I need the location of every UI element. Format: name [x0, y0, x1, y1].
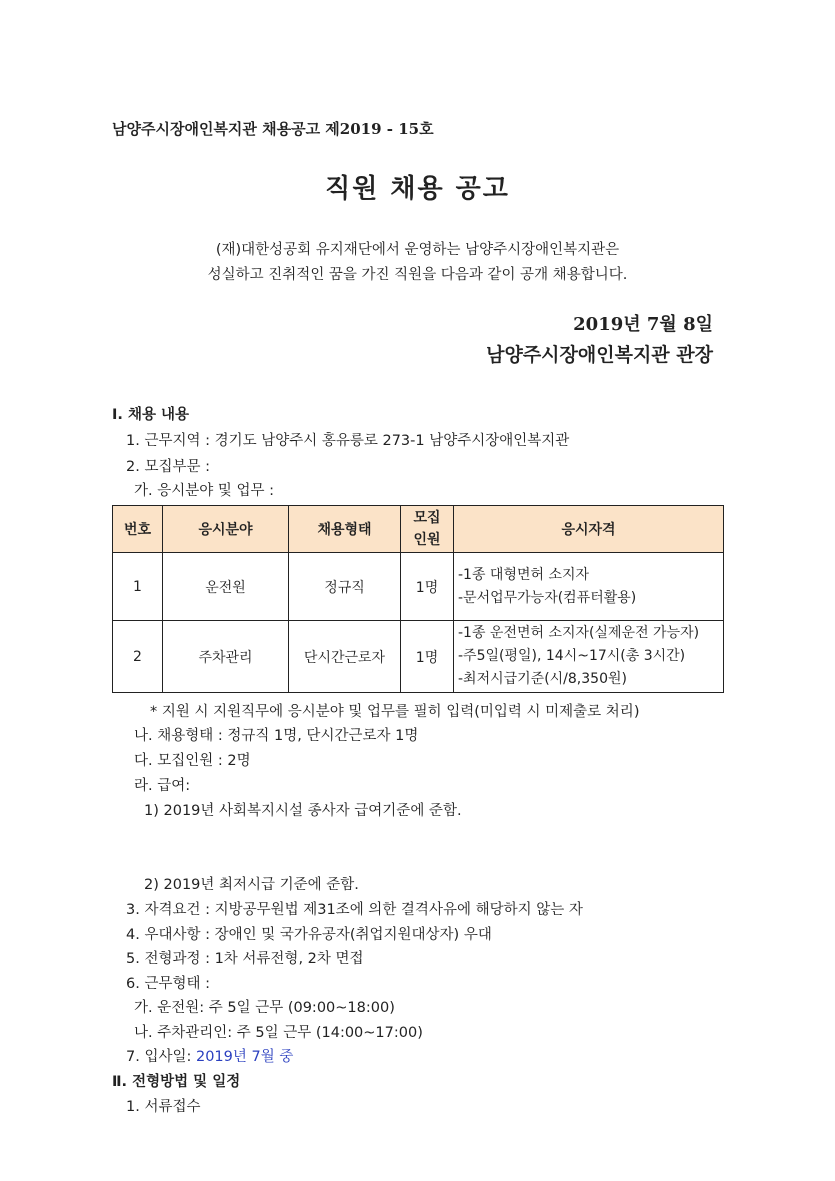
header-headcount-line1: 모집 — [413, 510, 441, 526]
notice-date: 2019년 7월 8일 — [573, 314, 713, 335]
page-title: 직원 채용 공고 — [325, 174, 510, 204]
section-1-heading: Ⅰ. 채용 내용 — [112, 407, 190, 423]
row-qualification — [454, 553, 724, 621]
qualification-line: -주5일(평일), 14시~17시(총 3시간) — [458, 648, 686, 664]
field-and-duty-label: 가. 응시분야 및 업무 : — [134, 483, 274, 499]
start-date — [126, 1045, 293, 1066]
table-header-row — [113, 506, 724, 553]
qualification-line: -1종 대형면허 소지자 — [458, 566, 590, 583]
qualification-line: -최저시급기준(시/8,350원) — [458, 671, 627, 687]
eligibility: 3. 자격요건 : 지방공무원법 제31조에 의한 결격사유에 해당하지 않는 자 — [126, 902, 583, 918]
headcount-summary: 다. 모집인원 : 2명 — [134, 753, 251, 769]
issuer: 남양주시장애인복지관 관장 — [486, 344, 713, 366]
work-type-driver: 가. 운전원: 주 5일 근무 (09:00~18:00) — [134, 1000, 395, 1016]
table-row — [113, 621, 724, 693]
qualification-line: -문서업무가능자(컴퓨터활용) — [458, 589, 637, 606]
header-field: 응시분야 — [163, 506, 289, 553]
header-qualification: 응시자격 — [454, 506, 724, 553]
intro-line-2: 성실하고 진취적인 꿈을 가진 직원을 다음과 같이 공개 채용합니다. — [207, 267, 628, 283]
row-qualification — [454, 621, 724, 693]
recruitment-table — [112, 505, 724, 693]
recruit-division: 2. 모집부문 : — [126, 459, 210, 475]
header-employment-type: 채용형태 — [289, 506, 401, 553]
row-headcount: 1명 — [401, 553, 454, 621]
row-employment-type: 단시간근로자 — [289, 621, 401, 693]
preference: 4. 우대사항 : 장애인 및 국가유공자(취업지원대상자) 우대 — [126, 927, 492, 943]
qualification-line: -1종 운전면허 소지자(실제운전 가능자) — [458, 625, 700, 641]
row-field: 주차관리 — [163, 621, 289, 693]
application-note: * 지원 시 지원직무에 응시분야 및 업무를 필히 입력(미입력 시 미제출로 처리) — [150, 704, 640, 720]
row-headcount: 1명 — [401, 621, 454, 693]
work-type-parking: 나. 주차관리인: 주 5일 근무 (14:00~17:00) — [134, 1025, 423, 1041]
start-date-value: 2019년 7월 중 — [195, 1049, 294, 1065]
employment-type-summary: 나. 채용형태 : 정규직 1명, 단시간근로자 1명 — [134, 728, 419, 744]
selection-process: 5. 전형과정 : 1차 서류전형, 2차 면접 — [126, 951, 364, 967]
document-submission: 1. 서류접수 — [126, 1099, 201, 1115]
row-employment-type: 정규직 — [289, 553, 401, 621]
start-date-label: 7. 입사일: — [126, 1049, 196, 1065]
row-number: 1 — [113, 553, 163, 621]
notice-number: 남양주시장애인복지관 채용공고 제2019 - 15호 — [112, 120, 434, 138]
salary-basis-1: 1) 2019년 사회복지시설 종사자 급여기준에 준함. — [144, 803, 462, 819]
header-number: 번호 — [113, 506, 163, 553]
header-headcount — [401, 506, 454, 553]
salary-basis-2: 2) 2019년 최저시급 기준에 준함. — [144, 877, 359, 893]
row-number: 2 — [113, 621, 163, 693]
section-2-heading: Ⅱ. 전형방법 및 일정 — [112, 1074, 241, 1090]
row-field: 운전원 — [163, 553, 289, 621]
header-headcount-line2: 인원 — [413, 532, 441, 548]
salary-label: 라. 급여: — [134, 778, 191, 794]
work-location: 1. 근무지역 : 경기도 남양주시 홍유릉로 273-1 남양주시장애인복지관 — [126, 433, 570, 449]
work-type-label: 6. 근무형태 : — [126, 976, 210, 992]
table-row — [113, 553, 724, 621]
intro-line-1: (재)대한성공회 유지재단에서 운영하는 남양주시장애인복지관은 — [215, 242, 620, 258]
